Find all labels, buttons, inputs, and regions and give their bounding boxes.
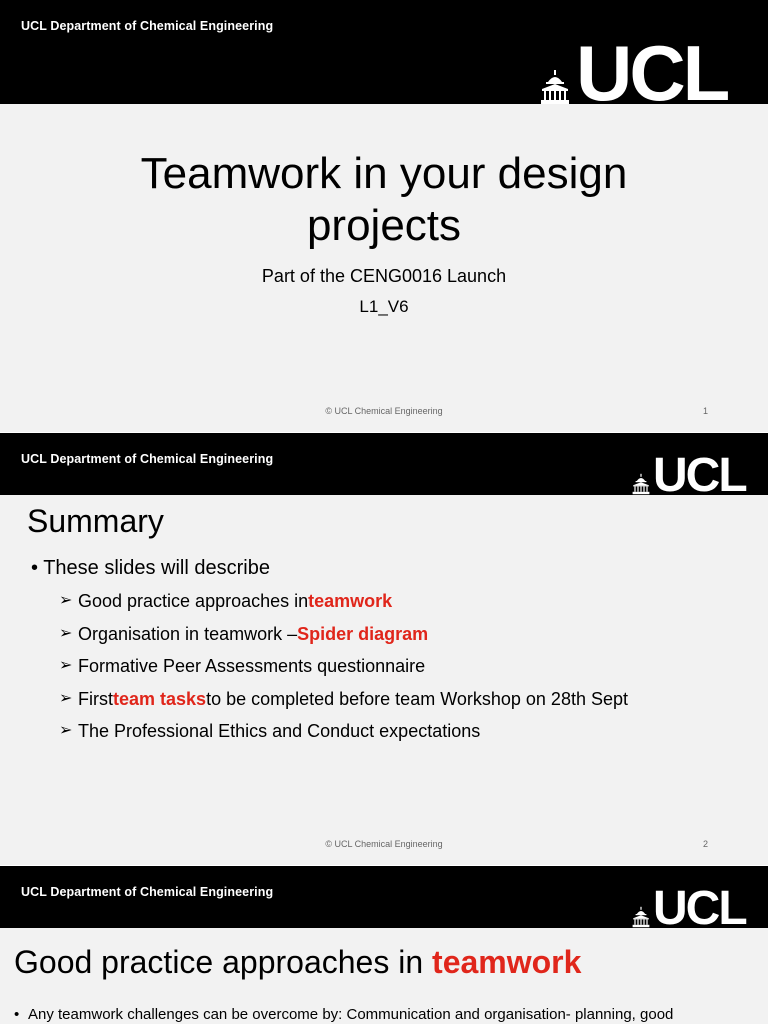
- list-item: [59, 591, 628, 624]
- logo-wordmark: UCL: [653, 448, 746, 502]
- footer-copyright: © UCL Chemical Engineering: [325, 839, 443, 849]
- ucl-logo: [632, 448, 746, 502]
- logo-wordmark: UCL: [576, 28, 728, 117]
- slide-subtitle: Part of the CENG0016 Launch: [261, 266, 507, 286]
- slide-2: [0, 433, 768, 865]
- bullet-point: [14, 1006, 673, 1023]
- slide-title-line-2: projects: [306, 201, 462, 250]
- bullet-dot: •: [14, 1006, 20, 1023]
- department-name: UCL Department of Chemical Engineering: [21, 19, 274, 33]
- slide-1: [0, 0, 768, 432]
- ucl-logo: [632, 881, 746, 935]
- slide-header: [0, 866, 768, 935]
- logo-wordmark: UCL: [653, 881, 746, 935]
- item-text: Good practice approaches in: [78, 591, 309, 611]
- item-text: Organisation in teamwork –: [78, 623, 298, 644]
- list-item: [59, 656, 628, 689]
- title-highlight: teamwork: [432, 944, 582, 980]
- arrow-bullet-icon: ➢: [59, 722, 73, 739]
- portico-icon: [632, 473, 650, 495]
- ucl-logo: [540, 28, 728, 117]
- slide-title: Summary: [27, 503, 164, 539]
- footer-copyright: © UCL Chemical Engineering: [325, 406, 443, 416]
- slide-code: L1_V6: [359, 297, 409, 316]
- department-name: UCL Department of Chemical Engineering: [21, 885, 274, 899]
- title-text: Good practice approaches in: [14, 944, 433, 980]
- arrow-bullet-icon: ➢: [59, 657, 73, 674]
- list-item: [59, 689, 628, 722]
- item-text: The Professional Ethics and Conduct expectations: [78, 721, 481, 741]
- title-block: [0, 148, 768, 318]
- slide-header: [0, 0, 768, 117]
- portico-icon: [540, 70, 570, 104]
- arrow-bullet-icon: ➢: [59, 689, 73, 707]
- slide-title-line-1: Teamwork in your design: [140, 149, 628, 198]
- item-text: Formative Peer Assessments questionnaire: [78, 656, 426, 676]
- bullet-point: • These slides will describe: [31, 557, 270, 579]
- department-name: UCL Department of Chemical Engineering: [21, 452, 274, 466]
- item-highlight: teamwork: [308, 591, 393, 611]
- page-number: 1: [703, 406, 709, 416]
- item-highlight: Spider diagram: [297, 623, 429, 644]
- slide-header: [0, 433, 768, 502]
- item-text: First: [78, 688, 113, 709]
- summary-list: [59, 591, 628, 754]
- page-number: 2: [703, 839, 709, 849]
- list-item: [59, 624, 628, 657]
- slide-title: [14, 944, 581, 981]
- portico-icon: [632, 906, 650, 928]
- arrow-bullet-icon: ➢: [59, 624, 73, 642]
- item-highlight: team tasks: [113, 688, 207, 709]
- list-item: [59, 721, 628, 754]
- arrow-bullet-icon: ➢: [59, 592, 73, 609]
- slide-3: [0, 866, 768, 1024]
- item-text-after: to be completed before team Workshop on 28th Sept: [206, 688, 628, 709]
- bullet-text: Any teamwork challenges can be overcome by: Communication and organisation- planning, good: [28, 1006, 674, 1023]
